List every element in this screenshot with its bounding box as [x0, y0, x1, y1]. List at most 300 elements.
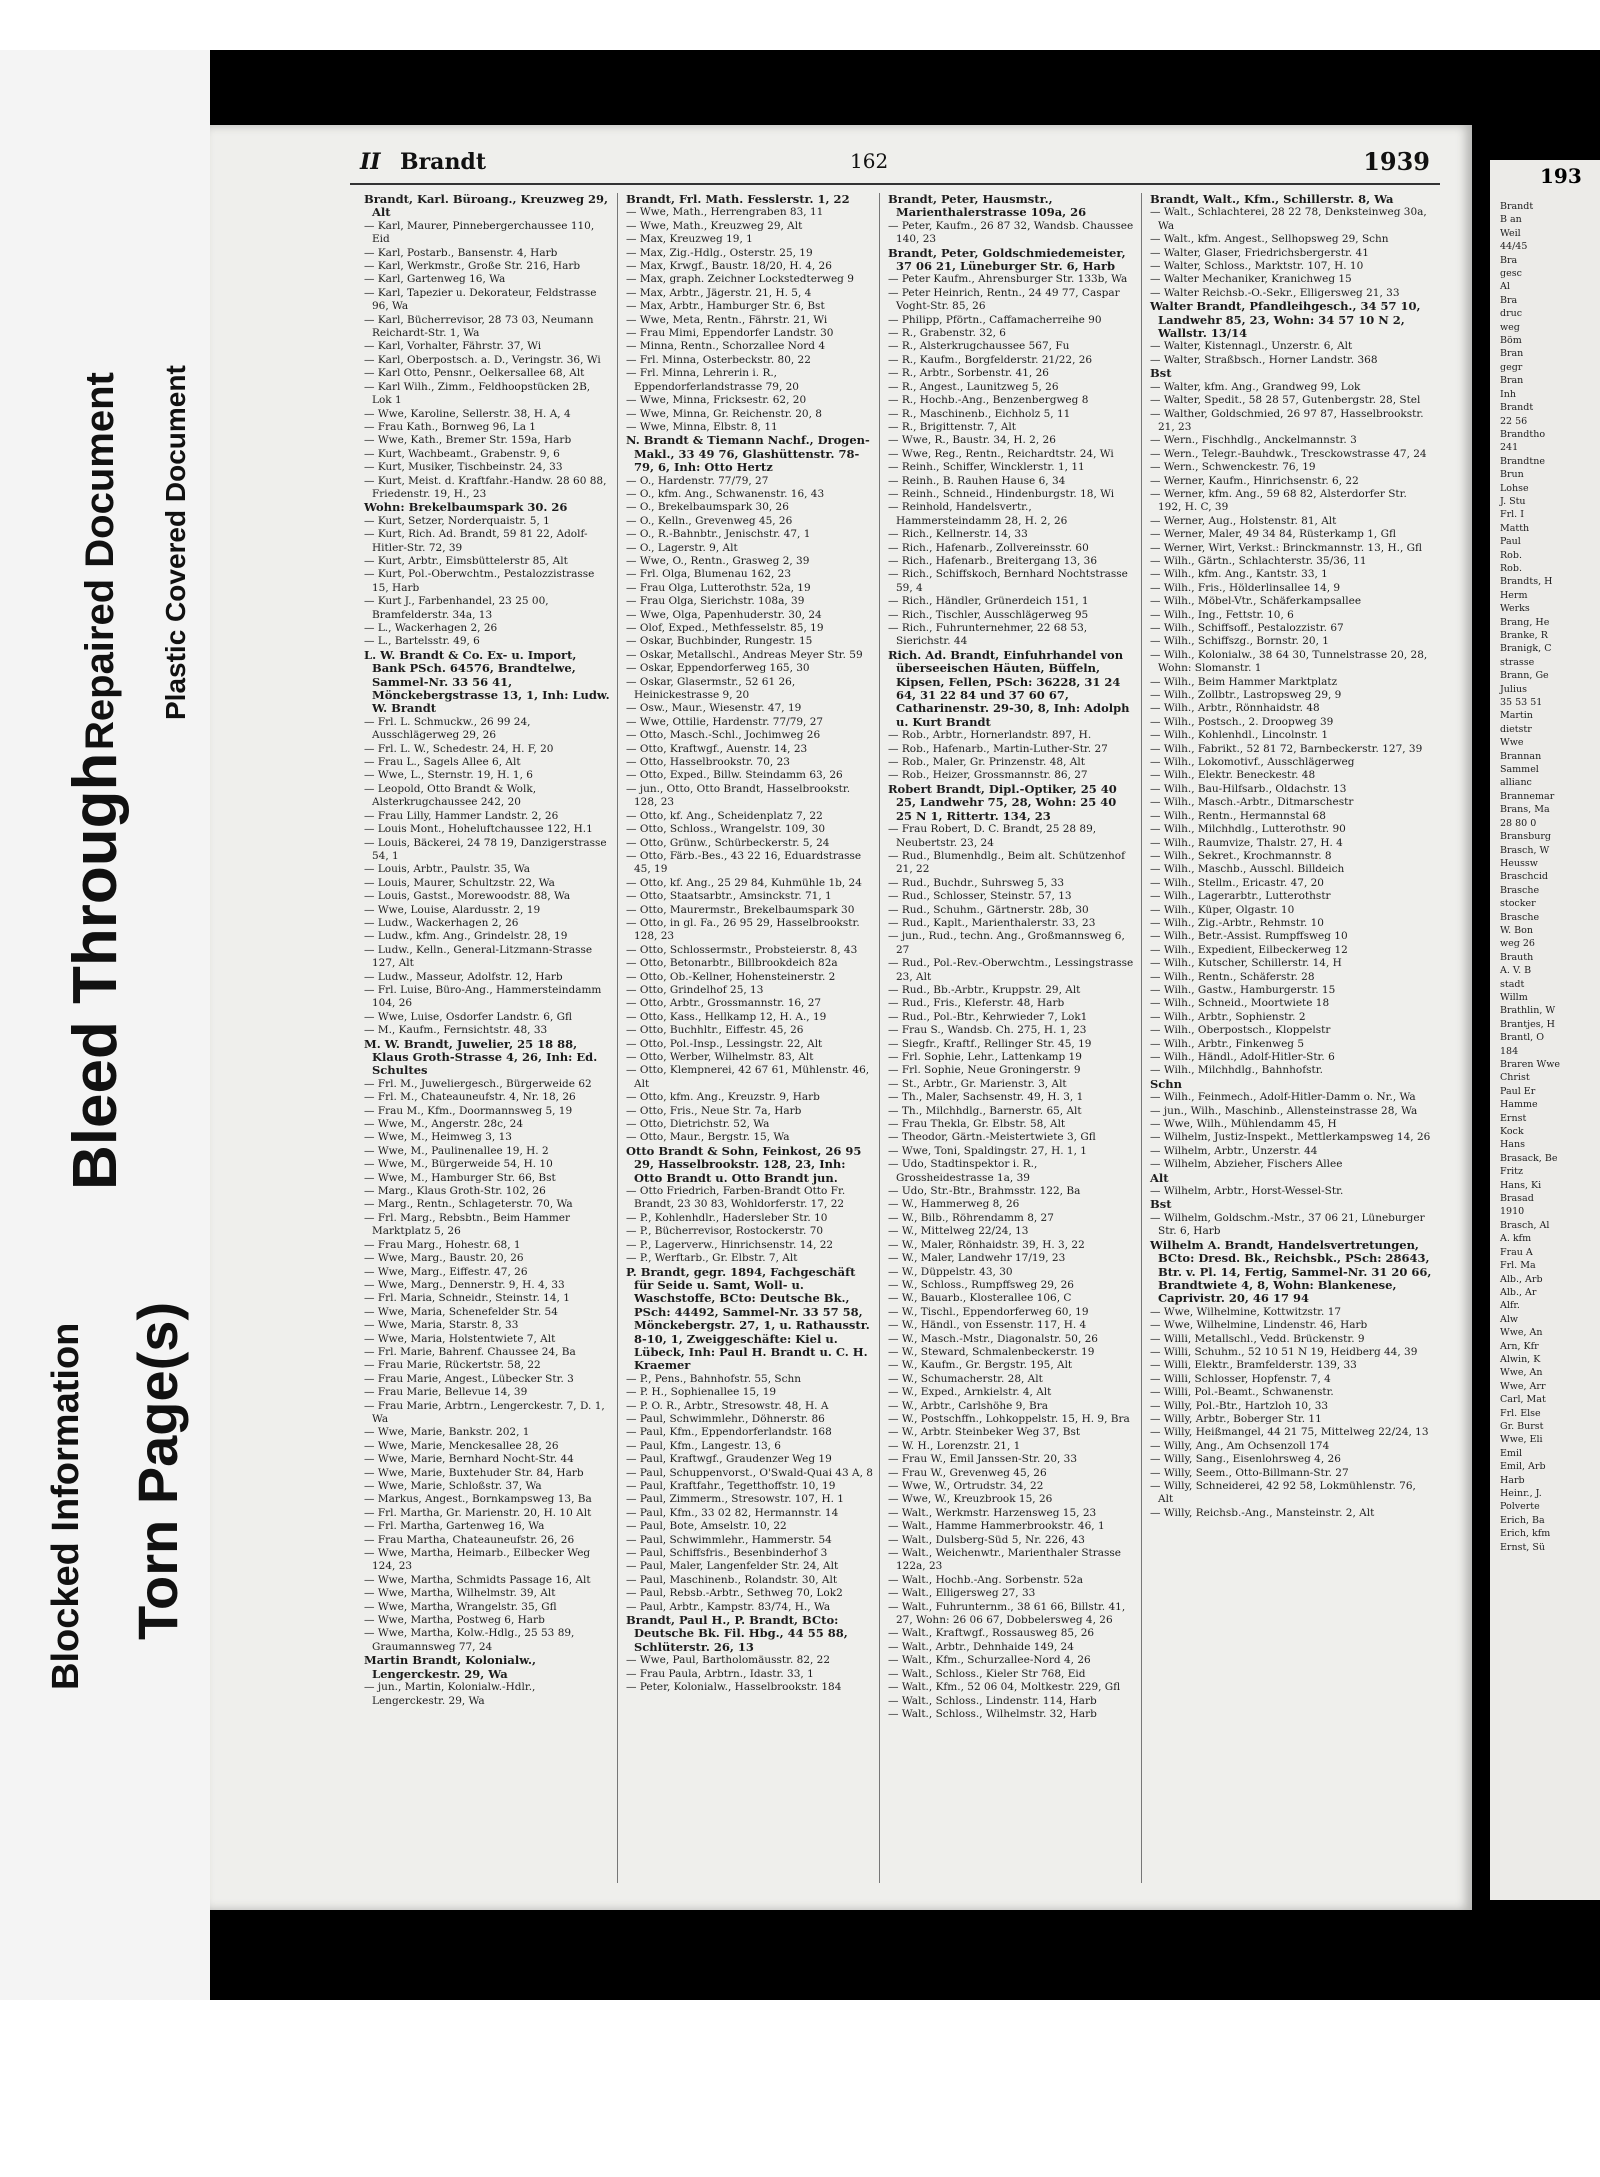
- directory-entry: — Wilhelm, Goldschm.-Mstr., 37 06 21, Lüneburger Str. 6, Harb: [1150, 1211, 1425, 1238]
- next-page-entry: strasse: [1500, 656, 1535, 668]
- directory-entry: — Otto, Dietrichstr. 52, Wa: [626, 1118, 770, 1131]
- directory-entry: — Wilh., Schneid., Moortwiete 18: [1150, 997, 1330, 1010]
- next-page-entry: Brannan: [1500, 750, 1542, 762]
- directory-entry: — Frl. Minna, Lehrerin i. R., Eppendorferlandstrasse 79, 20: [626, 367, 799, 393]
- next-page-entry: Brasch, Al: [1500, 1219, 1550, 1231]
- directory-entry: — Wwe, Wilhelmine, Lindenstr. 46, Harb: [1150, 1319, 1368, 1332]
- directory-entry: — Frl. Minna, Osterbeckstr. 80, 22: [626, 353, 811, 366]
- directory-entry: — Th., Milchhdlg., Barnerstr. 65, Alt: [888, 1104, 1082, 1117]
- next-page-entry: Brans, Ma: [1500, 804, 1550, 816]
- directory-entry: — Wwe, Marie, Schloßstr. 37, Wa: [364, 1480, 542, 1492]
- directory-entry: Bst: [1150, 1197, 1172, 1212]
- directory-entry: — Otto Friedrich, Farben-Brandt Otto Fr. Brandt, 23 30 83, Wohldorferstr. 17, 22: [626, 1185, 846, 1211]
- directory-entry: — P., Pens., Bahnhofstr. 55, Schn: [626, 1372, 802, 1385]
- next-page-entry: Hamme: [1500, 1099, 1538, 1111]
- next-page-entry: Willm: [1500, 991, 1528, 1003]
- next-page-entry: Werks: [1500, 603, 1530, 615]
- directory-entry: — Walt., Hamme Hammerbrookstr. 46, 1: [888, 1520, 1105, 1533]
- directory-entry: — Wilh., Fris., Hölderlinsallee 14, 9: [1150, 581, 1341, 594]
- directory-entry: — Wilh., Kutscher, Schillerstr. 14, H: [1150, 957, 1342, 970]
- directory-entry: — Walt., Fuhrunternm., 38 61 66, Billstr. 41, 27, Wohn: 26 06 67, Dobbelersweg 4, 26: [888, 1600, 1126, 1627]
- directory-entry: — Rich., Tischler, Ausschlägerweg 95: [888, 608, 1089, 621]
- directory-entry: — Wwe, Kath., Bremer Str. 159a, Harb: [364, 434, 572, 447]
- directory-entry: — O., Kelln., Grevenweg 45, 26: [626, 514, 793, 527]
- directory-entry: — Louis, Bäckerei, 24 78 19, Danzigerstrasse 54, 1: [364, 836, 607, 862]
- directory-entry: — Rud., Pol.-Btr., Kehrwieder 7, Lok1: [888, 1010, 1088, 1023]
- directory-entry: — Kurt, Musiker, Tischbeinstr. 24, 33: [364, 461, 563, 474]
- directory-entry: — Otto, Staatsarbtr., Amsinckstr. 71, 1: [626, 890, 832, 903]
- directory-entry: — Wwe, R., Baustr. 34, H. 2, 26: [888, 434, 1056, 447]
- next-page-entry: 44/45: [1500, 241, 1528, 253]
- directory-entry: — Walt., Schloss., Lindenstr. 114, Harb: [888, 1694, 1097, 1707]
- directory-entry: — Wilh., Arbtr., Finkenweg 5: [1150, 1037, 1305, 1050]
- directory-entry: — Frau W., Grevenweg 45, 26: [888, 1466, 1047, 1479]
- page-header: [350, 143, 1440, 185]
- next-page-entry: weg: [1500, 321, 1520, 333]
- directory-entry: Brandt, Walt., Kfm., Schillerstr. 8, Wa: [1150, 193, 1394, 206]
- next-page-entry: Brasche: [1500, 884, 1540, 896]
- directory-entry: — Wilh., Schiffszg., Bornstr. 20, 1: [1150, 635, 1329, 648]
- next-page-entry: 184: [1500, 1045, 1519, 1057]
- directory-entry: — W., Kaufm., Gr. Bergstr. 195, Alt: [888, 1359, 1073, 1372]
- column-2: [620, 193, 880, 1883]
- directory-entry: — Reinh., B. Rauhen Hause 6, 34: [888, 474, 1066, 487]
- next-page-entry: Julius: [1500, 683, 1527, 695]
- directory-entry: — St., Arbtr., Gr. Marienstr. 3, Alt: [888, 1077, 1067, 1090]
- directory-entry: — Wilh., Zig.-Arbtr., Rehmstr. 10: [1150, 916, 1324, 929]
- directory-entry: — Wilhelm, Arbtr., Unzerstr. 44: [1150, 1144, 1318, 1157]
- directory-entry: — Wilh., Lagerarbtr., Lutterothstr: [1150, 890, 1331, 903]
- directory-entry: — Werner, Kaufm., Hinrichsenstr. 6, 22: [1150, 474, 1359, 487]
- directory-entry: — Ludw., Masseur, Adolfstr. 12, Harb: [364, 970, 563, 983]
- next-page-entry: A. kfm: [1500, 1233, 1532, 1245]
- directory-entry: — Frl. Sophie, Lehr., Lattenkamp 19: [888, 1051, 1082, 1063]
- directory-entry: — Rob., Hafenarb., Martin-Luther-Str. 27: [888, 742, 1108, 755]
- next-page-entry: dietstr: [1500, 723, 1532, 735]
- next-page-entry: B an: [1500, 214, 1522, 226]
- directory-entry: — Willy, Pol.-Btr., Hartzloh 10, 33: [1150, 1399, 1329, 1412]
- directory-entry: — Wern., Fischhdlg., Anckelmannstr. 3: [1150, 434, 1357, 447]
- directory-entry: — Willy, Seem., Otto-Billmann-Str. 27: [1150, 1466, 1349, 1479]
- directory-entry: — Wilh., Zollbtr., Lastropsweg 29, 9: [1150, 689, 1342, 702]
- label-blocked-information: Blocked Information: [45, 1322, 87, 1690]
- directory-entry: — M., Kaufm., Fernsichtstr. 48, 33: [364, 1024, 548, 1037]
- directory-entry: — W., Händl., von Essenstr. 117, H. 4: [888, 1319, 1087, 1332]
- next-page-entry: Böm: [1500, 335, 1522, 347]
- next-page-entry: Hans: [1500, 1139, 1525, 1151]
- next-page-entry: 22 56: [1500, 415, 1528, 427]
- directory-entry: Brandt, Karl. Büroang., Kreuzweg 29, Alt: [364, 193, 609, 220]
- directory-entry: — Werner, Wirt, Verkst.: Brinckmannstr. 13, H., Gfl: [1150, 541, 1423, 554]
- directory-entry: — Wwe, O., Rentn., Grasweg 2, 39: [626, 554, 810, 567]
- directory-entry: — Wwe, Minna, Fricksestr. 62, 20: [626, 394, 807, 407]
- directory-entry: — Frl. Martha, Gr. Marienstr. 20, H. 10 Alt: [364, 1506, 592, 1519]
- directory-entry: Rich. Ad. Brandt, Einfuhrhandel von überseeischen Häuten, Büffeln, Kipsen, Fellen, PSch: 36228, 31 24 64, 31 22 84 und 37 60 67, Catharinenstr. 29-30, 8, Inh: Adolph u. Kurt Brandt: [888, 647, 1130, 729]
- next-page-entry: Wwe, An: [1500, 1367, 1543, 1379]
- directory-entry: — Ludw., Wackerhagen 2, 26: [364, 916, 519, 929]
- directory-entry: — Paul, Kfm., Langestr. 13, 6: [626, 1439, 781, 1452]
- directory-entry: — Karl, Vorhalter, Fährstr. 37, Wi: [364, 340, 542, 353]
- directory-entry: — Rich., Kellnerstr. 14, 33: [888, 528, 1028, 541]
- directory-entry: — Frl. Marie, Bahrenf. Chaussee 24, Ba: [364, 1345, 576, 1358]
- next-page-entry: Matth: [1500, 522, 1530, 534]
- directory-entry: — Wwe, Maria, Starstr. 8, 33: [364, 1319, 519, 1332]
- directory-entry: — Wilh., Ing., Fettstr. 10, 6: [1150, 608, 1294, 621]
- directory-entry: — Wwe, M., Hamburger Str. 66, Bst: [364, 1171, 556, 1184]
- directory-entry: — Otto, Exped., Billw. Steindamm 63, 26: [626, 769, 843, 782]
- directory-entry: — Karl Otto, Pensnr., Oelkersallee 68, Alt: [364, 367, 585, 380]
- directory-entry: — Otto, kf. Ang., 25 29 84, Kuhmühle 1b, 24: [626, 876, 862, 889]
- directory-entry: — Otto, Kraftwgf., Auenstr. 14, 23: [626, 742, 808, 755]
- next-page-entry: Wwe, An: [1500, 1327, 1543, 1339]
- directory-entry: — Otto, Klempnerei, 42 67 61, Mühlenstr. 46, Alt: [626, 1064, 870, 1090]
- next-page-entry: Alwin, K: [1500, 1353, 1541, 1365]
- directory-entry: — Wilh., Stellm., Ericastr. 47, 20: [1150, 876, 1324, 889]
- next-page-entry: J. Stu: [1500, 495, 1526, 507]
- next-page-entry: Bra: [1500, 254, 1518, 266]
- directory-entry: — Paul, Schwimmlehr., Döhnerstr. 86: [626, 1412, 825, 1425]
- directory-entry: — Frau Lilly, Hammer Landstr. 2, 26: [364, 809, 559, 822]
- directory-entry: — W., Steward, Schmalenbeckerstr. 19: [888, 1345, 1095, 1358]
- directory-entry: — Frau Marg., Hohestr. 68, 1: [364, 1238, 521, 1251]
- next-page-entry: Wwe, Arr: [1500, 1380, 1546, 1392]
- header-year: 1939: [1363, 147, 1430, 176]
- directory-entry: — Walt., Schloss., Kieler Str 768, Eid: [888, 1667, 1086, 1680]
- directory-entry: — Walter, Glaser, Friedrichsbergerstr. 41: [1150, 246, 1369, 259]
- directory-entry: — Peter Kaufm., Ahrensburger Str. 133b, Wa: [888, 273, 1128, 286]
- directory-entry: — Max, Arbtr., Hamburger Str. 6, Bst: [626, 300, 825, 313]
- directory-entry: — Frl. Olga, Blumenau 162, 23: [626, 568, 792, 581]
- directory-entry: — P., Lagerverw., Hinrichsenstr. 14, 22: [626, 1238, 834, 1251]
- annotation-panel: [0, 50, 210, 2000]
- directory-entry: — L., Wackerhagen 2, 26: [364, 622, 498, 634]
- directory-entry: — Reinh., Schiffer, Wincklerstr. 1, 11: [888, 461, 1085, 474]
- label-bleed-through: Bleed Through: [61, 752, 130, 1190]
- directory-entry: — Frau Martha, Chateauneufstr. 26, 26: [364, 1533, 575, 1546]
- label-repaired-document: Repaired Document: [78, 372, 122, 750]
- directory-entry: — Otto, Schloss., Wrangelstr. 109, 30: [626, 823, 826, 836]
- directory-entry: — Wilh., Lokomotivf., Ausschlägerweg: [1150, 756, 1355, 769]
- directory-entry: — Wern., Schwenckestr. 76, 19: [1150, 461, 1316, 474]
- directory-entry: — Wwe, Martha, Wilhelmstr. 39, Alt: [364, 1587, 556, 1600]
- directory-entry: — Udo, Stadtinspektor i. R., Grossheidestrasse 1a, 39: [888, 1158, 1038, 1184]
- next-page-entry: Arn, Kfr: [1500, 1340, 1539, 1352]
- directory-entry: — Frl. M., Chateauneufstr. 4, Nr. 18, 26: [364, 1091, 576, 1104]
- directory-entry: — Max, graph. Zeichner Lockstedterweg 9: [626, 273, 854, 286]
- directory-entry: — O., Lagerstr. 9, Alt: [626, 541, 738, 554]
- directory-entry: — Paul, Kraftfahr., Tegetthoffstr. 10, 19: [626, 1480, 836, 1492]
- next-page-entry: Hans, Ki: [1500, 1179, 1542, 1191]
- directory-entry: — R., Kaufm., Borgfelderstr. 21/22, 26: [888, 353, 1093, 366]
- directory-entry: — Walt., Dulsberg-Süd 5, Nr. 226, 43: [888, 1533, 1085, 1546]
- next-page-entry: 35 53 51: [1500, 697, 1543, 709]
- directory-entry: — Walter, kfm. Ang., Grandweg 99, Lok: [1150, 380, 1361, 393]
- directory-entry: — R., Angest., Launitzweg 5, 26: [888, 380, 1059, 393]
- directory-entry: — Paul, Maler, Langenfelder Str. 24, Alt: [626, 1560, 839, 1573]
- directory-entry: — jun., Rud., techn. Ang., Großmannsweg 6, 27: [888, 930, 1125, 956]
- directory-entry: — Rud., Schlosser, Steinstr. 57, 13: [888, 890, 1072, 903]
- directory-entry: — Wwe, Marg., Eiffestr. 47, 26: [364, 1265, 528, 1278]
- directory-entry: — Wilh., Schiffsoff., Pestalozzistr. 67: [1150, 622, 1344, 634]
- directory-entry: — Otto, Grindelhof 25, 13: [626, 983, 764, 996]
- label-plastic-covered: Plastic Covered Document: [160, 365, 191, 720]
- directory-entry: Martin Brandt, Kolonialw., Lengerckestr. 29, Wa: [364, 1653, 536, 1681]
- directory-entry: — Wwe, Meta, Rentn., Fährstr. 21, Wi: [626, 313, 828, 326]
- directory-entry: — Rud., Schuhm., Gärtnerstr. 28b, 30: [888, 903, 1089, 916]
- directory-entry: — Frau Olga, Sierichstr. 108a, 39: [626, 595, 805, 608]
- directory-entry: — Werner, Maler, 49 34 84, Rüsterkamp 1, Gfl: [1150, 528, 1396, 541]
- directory-entry: — Wwe, Wilhelmine, Kottwitzstr. 17: [1150, 1305, 1342, 1318]
- next-page-entry: Martin: [1500, 710, 1533, 722]
- directory-entry: — Frau W., Emil Janssen-Str. 20, 33: [888, 1453, 1078, 1466]
- directory-entry: — Walt., Weichenwtr., Marienthaler Strasse 122a, 23: [888, 1547, 1121, 1573]
- directory-entry: Brandt, Paul H., P. Brandt, BCto: Deutsche Bk. Fil. Hbg., 44 55 88, Schlüterstr. 26, 13: [626, 1613, 848, 1654]
- directory-entry: — Kurt, Setzer, Norderquaistr. 5, 1: [364, 514, 550, 527]
- directory-entry: — Wilh., Arbtr., Sophienstr. 2: [1150, 1010, 1306, 1023]
- directory-entry: — Frau Olga, Lutterothstr. 52a, 19: [626, 581, 811, 594]
- next-page-entry: Alfr.: [1500, 1300, 1520, 1312]
- directory-entry: — P., Bücherrevisor, Rostockerstr. 70: [626, 1225, 824, 1238]
- directory-entry: — R., Maschinenb., Eichholz 5, 11: [888, 407, 1071, 420]
- directory-entry: — Udo, Str.-Btr., Brahmsstr. 122, Ba: [888, 1185, 1081, 1198]
- directory-entry: — W., Düppelstr. 43, 30: [888, 1265, 1013, 1278]
- directory-entry: — Walt., Kraftwgf., Rossausweg 85, 26: [888, 1627, 1095, 1640]
- next-page-entry: Brasad: [1500, 1193, 1534, 1205]
- directory-entry: — Wilh., Fabrikt., 52 81 72, Barnbeckerstr. 127, 39: [1150, 742, 1423, 755]
- directory-entry: — Wwe, Martha, Schmidts Passage 16, Alt: [364, 1573, 591, 1586]
- directory-entry: — Otto, Arbtr., Grossmannstr. 16, 27: [626, 997, 822, 1010]
- directory-entry: — Otto, Maur., Bergstr. 15, Wa: [626, 1131, 790, 1144]
- directory-entry: — Max, Kreuzweg 19, 1: [626, 233, 753, 246]
- directory-entry: — Wwe, L., Sternstr. 19, H. 1, 6: [364, 769, 533, 782]
- directory-entry: — Rob., Maler, Gr. Prinzenstr. 48, Alt: [888, 756, 1085, 769]
- directory-entry: — Otto, Grünw., Schürbeckerstr. 5, 24: [626, 836, 830, 849]
- directory-entry: — Rud., Pol.-Rev.-Oberwchtm., Lessingstrasse 23, Alt: [888, 957, 1134, 983]
- directory-entry: — Werner, kfm. Ang., 59 68 82, Alsterdorfer Str. 192, H. C, 39: [1150, 487, 1407, 514]
- directory-entry: — Frau Marie, Bellevue 14, 39: [364, 1386, 528, 1399]
- directory-entry: — Oskar, Glasermstr., 52 61 26, Heinickestrasse 9, 20: [626, 675, 796, 702]
- directory-entry: — Frau Thekla, Gr. Elbstr. 58, Alt: [888, 1118, 1066, 1131]
- directory-entry: Wilhelm A. Brandt, Handelsvertretungen, BCto: Dresd. Bk., Reichsbk., PSch: 28643, Btr. v. Pl. 14, Fertig, Sammel-Nr. 31 20 66, Brandtwiete 4, 8, Wohn: Blankenese, Caprivistr. 20, 46 17 94: [1150, 1237, 1432, 1306]
- directory-entry: — R., Hochb.-Ang., Benzenbergweg 8: [888, 394, 1089, 407]
- directory-entry: — Wwe, Minna, Elbstr. 8, 11: [626, 420, 778, 433]
- directory-entry: — Wilh., Maschb., Ausschl. Billdeich: [1150, 863, 1345, 876]
- directory-entry: — Oskar, Eppendorferweg 165, 30: [626, 662, 810, 675]
- directory-entry: — L., Bartelsstr. 49, 6: [364, 635, 480, 648]
- directory-entry: — Olof, Exped., Methfesselstr. 85, 19: [626, 622, 824, 634]
- next-page-entry: Alw: [1500, 1313, 1519, 1325]
- directory-entry: — Wilh., Rentn., Hermannstal 68: [1150, 809, 1326, 822]
- directory-entry: — Wilh., Kolonialw., 38 64 30, Tunnelstrasse 20, 28, Wohn: Slomanstr. 1: [1150, 648, 1428, 675]
- directory-entry: — Frl. M., Juweliergesch., Bürgerweide 62: [364, 1077, 592, 1090]
- next-page-entry: Bran: [1500, 375, 1524, 387]
- directory-entry: — Wilh., Rentn., Schäferstr. 28: [1150, 970, 1315, 983]
- directory-entry: — W. H., Lorenzstr. 21, 1: [888, 1439, 1021, 1452]
- directory-entry: — Paul, Bote, Amselstr. 10, 22: [626, 1520, 787, 1533]
- directory-entry: — Otto, Kass., Hellkamp 12, H. A., 19: [626, 1010, 827, 1023]
- directory-entry: — Paul, Schuppenvorst., O'Swald-Quai 43 A, 8: [626, 1466, 873, 1479]
- directory-entry: — Wwe, Math., Kreuzweg 29, Alt: [626, 219, 803, 232]
- directory-entry: — Walt., Hochb.-Ang. Sorbenstr. 52a: [888, 1573, 1084, 1586]
- directory-entry: — Wwe, Reg., Rentn., Reichardtstr. 24, Wi: [888, 447, 1114, 460]
- next-page-entry: Bransburg: [1500, 831, 1552, 843]
- directory-entry: — Frl. Marg., Rebsbtn., Beim Hammer Marktplatz 5, 26: [364, 1211, 571, 1238]
- next-page-entry: Inh: [1500, 388, 1516, 400]
- next-page-entry: Brathlin, W: [1500, 1005, 1556, 1017]
- directory-entry: — Willy, Arbtr., Boberger Str. 11: [1150, 1412, 1322, 1425]
- directory-entry: — Otto, Färb.-Bes., 43 22 16, Eduardstrasse 45, 19: [626, 849, 862, 876]
- column-4: [1144, 193, 1439, 1883]
- next-page-entry: gegr: [1500, 361, 1523, 373]
- next-page-entry: Paul: [1500, 536, 1521, 548]
- directory-entry: — Wwe, M., Heimweg 3, 13: [364, 1131, 512, 1144]
- next-page-entry: Brasch, W: [1500, 844, 1550, 856]
- directory-entry: — Wwe, Toni, Spaldingstr. 27, H. 1, 1: [888, 1144, 1087, 1157]
- next-page-entry: Wwe, Eli: [1500, 1434, 1543, 1446]
- directory-entry: — Wwe, M., Angerstr. 28c, 24: [364, 1118, 523, 1131]
- directory-entry: — Wilh., Gastw., Hamburgerstr. 15: [1150, 983, 1336, 996]
- directory-entry: — Karl, Maurer, Pinnebergerchaussee 110, Eid: [364, 219, 595, 246]
- directory-entry: — Wwe, W., Ortrudstr. 34, 22: [888, 1480, 1044, 1492]
- directory-entry: — Wwe, Maria, Schenefelder Str. 54: [364, 1305, 558, 1318]
- directory-entry: — Paul, Arbtr., Kampstr. 83/74, H., Wa: [626, 1600, 831, 1613]
- next-page-entry: Kock: [1500, 1126, 1524, 1138]
- directory-entry: — Frau Marie, Rückertstr. 58, 22: [364, 1359, 541, 1372]
- next-page-entry: Christ: [1500, 1072, 1530, 1084]
- next-page-entry: Alb., Arb: [1500, 1273, 1543, 1285]
- directory-entry: — Otto, Buchhltr., Eiffestr. 45, 26: [626, 1024, 804, 1037]
- directory-entry: — Karl, Tapezier u. Dekorateur, Feldstrasse 96, Wa: [364, 286, 597, 313]
- next-page-entry: Emil: [1500, 1447, 1523, 1459]
- directory-entry: — W., Hammerweg 8, 26: [888, 1198, 1020, 1211]
- directory-entry: — Th., Maler, Sachsenstr. 49, H. 3, 1: [888, 1091, 1084, 1104]
- directory-entry: — W., Schloss., Rumpffsweg 29, 26: [888, 1278, 1074, 1291]
- directory-entry: — W., Tischl., Eppendorferweg 60, 19: [888, 1305, 1089, 1318]
- directory-entry: — Ludw., Kelln., General-Litzmann-Strasse 127, Alt: [364, 943, 593, 970]
- directory-entry: — Rud., Kaplt., Marienthalerstr. 33, 23: [888, 916, 1096, 929]
- directory-entry: — W., Arbtr. Steinbeker Weg 37, Bst: [888, 1426, 1081, 1439]
- directory-entry: — Frau Marie, Arbtrn., Lengerckestr. 7, D. 1, Wa: [364, 1399, 605, 1425]
- directory-entry: — Oskar, Metallschl., Andreas Meyer Str. 59: [626, 648, 863, 661]
- directory-entry: — Paul, Zimmerm., Stresowstr. 107, H. 1: [626, 1493, 844, 1506]
- directory-entry: — O., kfm. Ang., Schwanenstr. 16, 43: [626, 487, 825, 500]
- next-page-entry: Brann, Ge: [1500, 670, 1549, 682]
- directory-entry: — Walter, Spedit., 58 28 57, Gutenbergstr. 28, Stel: [1150, 394, 1421, 407]
- directory-entry: — R., Grabenstr. 32, 6: [888, 327, 1006, 340]
- directory-entry: Brandt, Peter, Goldschmiedemeister, 37 06 21, Lüneburger Str. 6, Harb: [888, 245, 1126, 274]
- next-page-entry: Braren Wwe: [1500, 1059, 1561, 1070]
- directory-entry: — Leopold, Otto Brandt & Wolk, Alsterkrugchaussee 242, 20: [364, 782, 537, 809]
- directory-entry: — Paul, Schiffsfris., Besenbinderhof 3: [626, 1547, 828, 1560]
- directory-entry: — Max, Krwgf., Baustr. 18/20, H. 4, 26: [626, 260, 832, 273]
- next-page-entry: Brang, He: [1500, 616, 1550, 628]
- directory-entry: — W., Maler, Rönhaidstr. 39, H. 3, 22: [888, 1238, 1085, 1251]
- directory-entry: — Wwe, Martha, Postweg 6, Harb: [364, 1614, 545, 1627]
- directory-entry: — Reinhold, Handelsvertr., Hammersteindamm 28, H. 2, 26: [888, 501, 1068, 527]
- directory-entry: — Marg., Rentn., Schlageterstr. 70, Wa: [364, 1198, 573, 1211]
- directory-entry: — R., Alsterkrugchaussee 567, Fu: [888, 340, 1070, 353]
- next-page-entry: Paul Er: [1500, 1085, 1536, 1097]
- directory-entry: — Willi, Metallschl., Vedd. Brückenstr. 9: [1150, 1332, 1365, 1345]
- next-page-entry: Weil: [1500, 227, 1521, 239]
- next-page-edge: [1490, 160, 1600, 1900]
- directory-entry: — Walt., Arbtr., Dehnhaide 149, 24: [888, 1640, 1074, 1653]
- directory-entry: — Wilh., Raumvize, Thalstr. 27, H. 4: [1150, 836, 1343, 849]
- directory-entry: — P., Kohlenhdlr., Hadersleber Str. 10: [626, 1211, 828, 1224]
- directory-entry: — R., Brigittenstr. 7, Alt: [888, 420, 1017, 433]
- directory-entry: — Kurt, Rich. Ad. Brandt, 59 81 22, Adolf-Hitler-Str. 72, 39: [364, 528, 588, 554]
- volume-number: II: [360, 149, 381, 175]
- directory-entry: — Wilh., Beim Hammer Marktplatz: [1150, 675, 1338, 688]
- next-page-entry: Branke, R: [1500, 630, 1548, 641]
- directory-entry: Alt: [1150, 1170, 1169, 1185]
- directory-entry: — Wwe, Minna, Gr. Reichenstr. 20, 8: [626, 407, 822, 420]
- directory-entry: — Walter, Schloss., Marktstr. 107, H. 10: [1150, 260, 1364, 273]
- directory-entry: — Otto, Pol.-Insp., Lessingstr. 22, Alt: [626, 1037, 823, 1050]
- next-page-entry: Frau A: [1500, 1246, 1533, 1258]
- next-page-entry: Frl. I: [1500, 509, 1524, 521]
- directory-entry: — Wwe, Karoline, Sellerstr. 38, H. A, 4: [364, 407, 571, 420]
- directory-entry: — Peter, Kolonialw., Hasselbrookstr. 184: [626, 1681, 842, 1694]
- directory-entry: — O., R.-Bahnbtr., Jenischstr. 47, 1: [626, 528, 811, 541]
- directory-entry: — Walther, Goldschmied, 26 97 87, Hasselbrookstr. 21, 23: [1150, 407, 1424, 433]
- directory-entry: — W., Maler, Landwehr 17/19, 23: [888, 1252, 1066, 1265]
- next-page-entry: allianc: [1500, 777, 1532, 789]
- directory-entry: — R., Arbtr., Sorbenstr. 41, 26: [888, 367, 1049, 380]
- directory-entry: — W., Schumacherstr. 28, Alt: [888, 1372, 1043, 1385]
- directory-entry: — Rich., Fuhrunternehmer, 22 68 53, Sierichstr. 44: [888, 622, 1088, 648]
- directory-entry: — W., Exped., Arnkielstr. 4, Alt: [888, 1386, 1052, 1399]
- directory-entry: — jun., Wilh., Maschinb., Allensteinstrasse 28, Wa: [1150, 1104, 1418, 1117]
- directory-entry: — Willi, Pol.-Beamt., Schwanenstr.: [1150, 1386, 1334, 1399]
- next-page-entry: stadt: [1500, 978, 1525, 990]
- directory-entry: Brandt, Frl. Math. Fesslerstr. 1, 22: [626, 193, 850, 206]
- directory-entry: — Willy, Ang., Am Ochsenzoll 174: [1150, 1439, 1330, 1452]
- next-page-entry: Brandtne: [1500, 455, 1545, 467]
- directory-entry: Bst: [1150, 366, 1172, 381]
- directory-entry: — Werner, Aug., Holstenstr. 81, Alt: [1150, 514, 1337, 527]
- directory-entry: — Rud., Buchdr., Suhrsweg 5, 33: [888, 876, 1065, 889]
- next-page-entry: stocker: [1500, 898, 1536, 910]
- directory-entry: — Louis Mont., Hoheluftchaussee 122, H.1: [364, 823, 593, 836]
- directory-entry: — Walt., Kfm., 52 06 04, Moltkestr. 229, Gfl: [888, 1681, 1121, 1694]
- next-page-entry: Alb., Ar: [1500, 1286, 1537, 1298]
- directory-entry: — Wilh., Küper, Olgastr. 10: [1150, 903, 1295, 916]
- directory-entry: — P., Werftarb., Gr. Elbstr. 7, Alt: [626, 1252, 798, 1265]
- next-page-entry: gesc: [1500, 268, 1522, 280]
- directory-entry: Otto Brandt & Sohn, Feinkost, 26 95 29, Hasselbrookstr. 128, 23, Inh: Otto Brandt u. Otto Brandt jun.: [626, 1143, 862, 1185]
- directory-entry: — W., Mittelweg 22/24, 13: [888, 1225, 1029, 1238]
- directory-entry: — Rud., Fris., Kleferstr. 48, Harb: [888, 997, 1065, 1010]
- directory-entry: — Frau Marie, Angest., Lübecker Str. 3: [364, 1372, 574, 1385]
- directory-entry: — Wwe, Martha, Kolw.-Hdlg., 25 53 89, Graumannsweg 77, 24: [364, 1627, 575, 1653]
- next-page-column: [1494, 200, 1598, 1890]
- directory-entry: — Frl. Maria, Schneidr., Steinstr. 14, 1: [364, 1292, 570, 1305]
- directory-entry: — Otto, Betonarbtr., Billbrookdeich 82a: [626, 957, 838, 970]
- next-page-entry: Brandts, H: [1500, 576, 1553, 588]
- directory-entry: — Rich., Händler, Grünerdeich 151, 1: [888, 595, 1089, 608]
- directory-entry: — O., Brekelbaumspark 30, 26: [626, 501, 789, 514]
- directory-entry: — Frau Paula, Arbtrn., Idastr. 33, 1: [626, 1667, 814, 1680]
- directory-entry: — Oskar, Buchbinder, Rungestr. 15: [626, 635, 813, 648]
- directory-entry: — Frl. L. W., Schedestr. 24, H. F, 20: [364, 742, 554, 755]
- directory-entry: — Walter Reichsb.-O.-Sekr., Elligersweg 21, 33: [1150, 286, 1400, 299]
- next-page-entry: Ernst, Sü: [1500, 1541, 1545, 1553]
- directory-entry: Walter Brandt, Pfandleihgesch., 34 57 10, Landwehr 85, 23, Wohn: 34 57 10 N 2, Wallstr. 13/14: [1150, 299, 1421, 341]
- directory-entry: — Wilh., Milchhdlg., Bahnhofstr.: [1150, 1064, 1323, 1077]
- directory-entry: — Karl Wilh., Zimm., Feldhoopstücken 2B, Lok 1: [364, 380, 591, 407]
- directory-entry: — Karl, Postarb., Bansenstr. 4, Harb: [364, 246, 558, 259]
